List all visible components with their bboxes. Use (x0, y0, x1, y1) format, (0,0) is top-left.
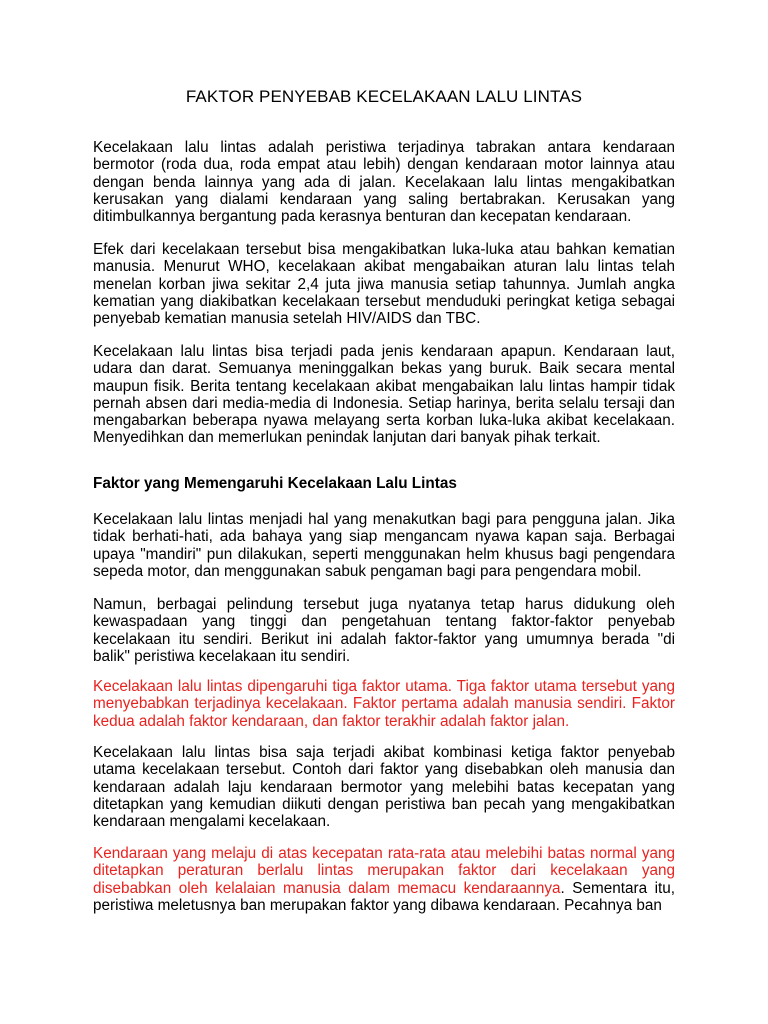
paragraph-vehicle-types: Kecelakaan lalu lintas bisa terjadi pada jenis kendaraan apapun. Kendaraan laut, udara dan darat. Semuanya meninggalkan bekas yang buruk. Baik secara mental maupun fisik. Berita tentang kecelakaan akibat mengabaikan lalu lintas hampir tidak pernah absen dari media-media di Indonesia. Setiap harinya, berita selalu tersaji dan mengabarkan beberapa nyawa melayang serta korban luka-luka akibat kecelakaan. Menyedihkan dan memerlukan penindak lanjutan dari banyak pihak terkait. (93, 343, 675, 447)
paragraph-awareness: Namun, berbagai pelindung tersebut juga nyatanya tetap harus didukung oleh kewaspadaan yang tinggi dan pengetahuan tentang faktor-faktor penyebab kecelakaan itu sendiri. Berikut ini adalah faktor-faktor yang umumnya berada "di balik" peristiwa kecelakaan itu sendiri. (93, 596, 675, 665)
speeding-rest-text: . Sementara itu, peristiwa meletusnya ban merupakan faktor yang dibawa kendaraan. Pecahnya ban (93, 879, 675, 914)
paragraph-combination: Kecelakaan lalu lintas bisa saja terjadi akibat kombinasi ketiga faktor penyebab utama kecelakaan tersebut. Contoh dari faktor yang disebabkan oleh manusia dan kendaraan adalah laju kendaraan bermotor yang melebihi batas kecepatan yang ditetapkan yang kemudian diikuti dengan peristiwa ban pecah yang mengakibatkan kendaraan mengalami kecelakaan. (93, 744, 675, 831)
paragraph-three-factors: Kecelakaan lalu lintas dipengaruhi tiga faktor utama. Tiga faktor utama tersebut yang menyebabkan terjadinya kecelakaan. Faktor pertama adalah manusia sendiri. Faktor kedua adalah faktor kendaraan, dan faktor terakhir adalah faktor jalan. (93, 678, 675, 730)
paragraph-definition: Kecelakaan lalu lintas adalah peristiwa terjadinya tabrakan antara kendaraan bermotor (roda dua, roda empat atau lebih) dengan kendaraan motor lainnya atau dengan benda lainnya yang ada di jalan. Kecelakaan lalu lintas mengakibatkan kerusakan yang dialami kendaraan yang saling bertabrakan. Kerusakan yang ditimbulkannya bergantung pada kerasnya benturan dan kecepatan kendaraan. (93, 139, 675, 226)
section-heading: Faktor yang Memengaruhi Kecelakaan Lalu Lintas (93, 475, 457, 492)
paragraph-speeding (93, 845, 675, 914)
paragraph-road-users: Kecelakaan lalu lintas menjadi hal yang menakutkan bagi para pengguna jalan. Jika tidak berhati-hati, ada bahaya yang siap mengancam nyawa kapan saja. Berbagai upaya "mandiri" pun dilakukan, seperti menggunakan helm khusus bagi pengendara sepeda motor, dan menggunakan sabuk pengaman bagi para pengendara mobil. (93, 511, 675, 580)
speeding-highlight-text: Kendaraan yang melaju di atas kecepatan rata-rata atau melebihi batas normal yang ditetapkan peraturan berlalu lintas merupakan faktor dari kecelakaan yang disebabkan oleh kelalaian manusia dalam memacu kendaraannya (93, 845, 675, 897)
document-title: FAKTOR PENYEBAB KECELAKAAN LALU LINTAS (185, 87, 583, 106)
paragraph-effects: Efek dari kecelakaan tersebut bisa mengakibatkan luka-luka atau bahkan kematian manusia. Menurut WHO, kecelakaan akibat mengabaikan aturan lalu lintas telah menelan korban jiwa sekitar 2,4 juta jiwa manusia setiap tahunnya. Jumlah angka kematian yang diakibatkan kecelakaan tersebut menduduki peringkat ketiga sebagai penyebab kematian manusia setelah HIV/AIDS dan TBC. (93, 241, 675, 328)
